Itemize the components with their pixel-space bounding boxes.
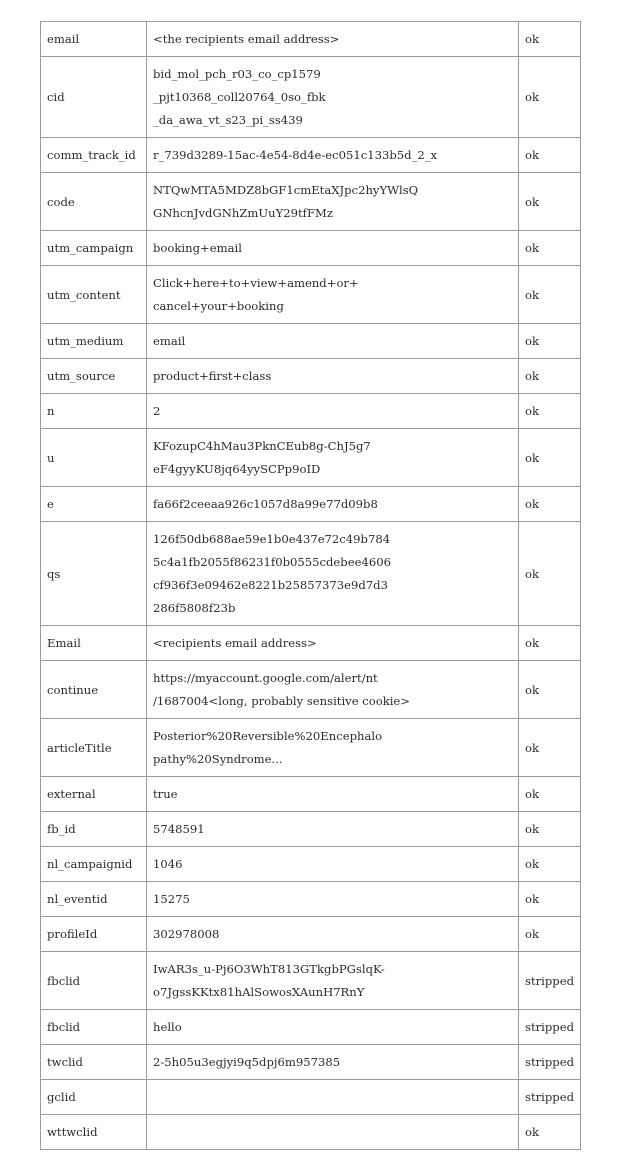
param-name-cell: articleTitle: [41, 719, 147, 777]
param-name-cell: email: [41, 22, 147, 57]
table-row: [41, 173, 581, 231]
param-value-line: <recipients email address>: [153, 635, 317, 650]
param-value-cell: [147, 661, 519, 719]
parameter-table-body: [41, 22, 581, 1150]
param-value-line: _da_awa_vt_s23_pi_ss439: [153, 112, 303, 127]
table-row: [41, 917, 581, 952]
param-value-cell: [147, 266, 519, 324]
param-result-cell: ok: [519, 266, 581, 324]
table-row: [41, 359, 581, 394]
param-value-cell: [147, 847, 519, 882]
table-row: [41, 324, 581, 359]
param-value-line: 15275: [153, 891, 190, 906]
param-value-cell: [147, 1115, 519, 1150]
param-value-line: https://myaccount.google.com/alert/nt: [153, 670, 378, 685]
table-row: [41, 719, 581, 777]
param-result-cell: ok: [519, 719, 581, 777]
param-result-cell: ok: [519, 429, 581, 487]
param-value-cell: [147, 777, 519, 812]
param-value-line: email: [153, 333, 186, 348]
param-value-line: <the recipients email address>: [153, 31, 340, 46]
param-value-line: booking+email: [153, 240, 242, 255]
param-name-cell: continue: [41, 661, 147, 719]
param-value-cell: [147, 917, 519, 952]
param-result-cell: ok: [519, 1115, 581, 1150]
param-result-cell: ok: [519, 626, 581, 661]
table-row: [41, 661, 581, 719]
param-result-cell: ok: [519, 812, 581, 847]
param-name-cell: utm_content: [41, 266, 147, 324]
table-row: [41, 952, 581, 1010]
table-row: [41, 1010, 581, 1045]
param-name-cell: fbclid: [41, 952, 147, 1010]
param-value-line: 5748591: [153, 821, 205, 836]
param-name-cell: nl_eventid: [41, 882, 147, 917]
param-value-line: 126f50db688ae59e1b0e437e72c49b784: [153, 531, 391, 546]
param-value-cell: [147, 138, 519, 173]
param-name-cell: qs: [41, 522, 147, 626]
param-name-cell: n: [41, 394, 147, 429]
param-name-cell: comm_track_id: [41, 138, 147, 173]
param-value-line: IwAR3s_u-Pj6O3WhT813GTkgbPGslqK-: [153, 961, 385, 976]
param-value-line: o7JgssKKtx81hAlSowosXAunH7RnY: [153, 984, 365, 999]
param-result-cell: ok: [519, 487, 581, 522]
param-value-line: fa66f2ceeaa926c1057d8a99e77d09b8: [153, 496, 378, 511]
table-row: [41, 1045, 581, 1080]
param-value-cell: [147, 719, 519, 777]
param-result-cell: ok: [519, 22, 581, 57]
param-value-cell: [147, 231, 519, 266]
param-name-cell: twclid: [41, 1045, 147, 1080]
table-row: [41, 266, 581, 324]
param-name-cell: utm_source: [41, 359, 147, 394]
param-result-cell: ok: [519, 394, 581, 429]
param-value-line: cancel+your+booking: [153, 298, 284, 313]
param-value-line: cf936f3e09462e8221b25857373e9d7d3: [153, 577, 388, 592]
param-name-cell: cid: [41, 57, 147, 138]
param-value-line: true: [153, 786, 178, 801]
table-row: [41, 777, 581, 812]
param-value-line: r_739d3289-15ac-4e54-8d4e-ec051c133b5d_2_x: [153, 147, 438, 162]
param-result-cell: ok: [519, 522, 581, 626]
param-name-cell: u: [41, 429, 147, 487]
table-row: [41, 394, 581, 429]
param-result-cell: ok: [519, 57, 581, 138]
param-value-cell: [147, 359, 519, 394]
param-result-cell: stripped: [519, 1045, 581, 1080]
param-result-cell: ok: [519, 173, 581, 231]
param-result-cell: stripped: [519, 1080, 581, 1115]
param-name-cell: utm_campaign: [41, 231, 147, 266]
param-value-line: NTQwMTA5MDZ8bGF1cmEtaXJpc2hyYWlsQ: [153, 182, 419, 197]
table-row: [41, 429, 581, 487]
table-row: [41, 522, 581, 626]
param-value-line: Click+here+to+view+amend+or+: [153, 275, 359, 290]
param-value-line: hello: [153, 1019, 182, 1034]
param-name-cell: wttwclid: [41, 1115, 147, 1150]
param-value-cell: [147, 626, 519, 661]
param-name-cell: Email: [41, 626, 147, 661]
param-result-cell: ok: [519, 661, 581, 719]
parameter-table: [40, 21, 581, 1150]
param-value-line: eF4gyyKU8jq64yySCPp9oID: [153, 461, 321, 476]
param-value-line: _pjt10368_coll20764_0so_fbk: [153, 89, 326, 104]
table-row: [41, 57, 581, 138]
param-name-cell: profileId: [41, 917, 147, 952]
param-value-cell: [147, 324, 519, 359]
param-value-cell: [147, 1010, 519, 1045]
param-value-line: GNhcnJvdGNhZmUuY29tfFMz: [153, 205, 333, 220]
param-result-cell: ok: [519, 359, 581, 394]
param-name-cell: external: [41, 777, 147, 812]
param-value-line: 1046: [153, 856, 183, 871]
param-value-line: 5c4a1fb2055f86231f0b0555cdebee4606: [153, 554, 391, 569]
table-row: [41, 22, 581, 57]
param-result-cell: ok: [519, 324, 581, 359]
param-value-cell: [147, 22, 519, 57]
param-result-cell: stripped: [519, 952, 581, 1010]
table-row: [41, 626, 581, 661]
param-value-cell: [147, 1045, 519, 1080]
table-row: [41, 812, 581, 847]
param-value-line: product+first+class: [153, 368, 272, 383]
param-name-cell: nl_campaignid: [41, 847, 147, 882]
table-row: [41, 231, 581, 266]
param-value-line: /1687004<long, probably sensitive cookie>: [153, 693, 411, 708]
param-result-cell: ok: [519, 777, 581, 812]
param-result-cell: ok: [519, 231, 581, 266]
param-value-cell: [147, 57, 519, 138]
table-row: [41, 1115, 581, 1150]
param-value-cell: [147, 812, 519, 847]
param-result-cell: ok: [519, 917, 581, 952]
param-value-line: Posterior%20Reversible%20Encephalo: [153, 728, 383, 743]
param-result-cell: stripped: [519, 1010, 581, 1045]
param-name-cell: utm_medium: [41, 324, 147, 359]
param-value-line: 2-5h05u3egjyi9q5dpj6m957385: [153, 1054, 341, 1069]
param-value-line: 2: [153, 403, 161, 418]
param-value-cell: [147, 882, 519, 917]
param-result-cell: ok: [519, 138, 581, 173]
param-value-cell: [147, 1080, 519, 1115]
table-row: [41, 882, 581, 917]
table-row: [41, 487, 581, 522]
param-result-cell: ok: [519, 882, 581, 917]
param-value-cell: [147, 429, 519, 487]
param-value-cell: [147, 952, 519, 1010]
param-name-cell: fbclid: [41, 1010, 147, 1045]
table-row: [41, 138, 581, 173]
table-row: [41, 1080, 581, 1115]
param-name-cell: code: [41, 173, 147, 231]
param-value-cell: [147, 487, 519, 522]
param-value-cell: [147, 394, 519, 429]
param-value-cell: [147, 522, 519, 626]
param-value-cell: [147, 173, 519, 231]
param-value-line: KFozupC4hMau3PknCEub8g-ChJ5g7: [153, 438, 371, 453]
param-result-cell: ok: [519, 847, 581, 882]
param-value-line: 302978008: [153, 926, 220, 941]
param-name-cell: fb_id: [41, 812, 147, 847]
param-value-line: pathy%20Syndrome...: [153, 751, 283, 766]
param-name-cell: e: [41, 487, 147, 522]
table-row: [41, 847, 581, 882]
param-value-line: 286f5808f23b: [153, 600, 236, 615]
param-name-cell: gclid: [41, 1080, 147, 1115]
param-value-line: bid_mol_pch_r03_co_cp1579: [153, 66, 321, 81]
